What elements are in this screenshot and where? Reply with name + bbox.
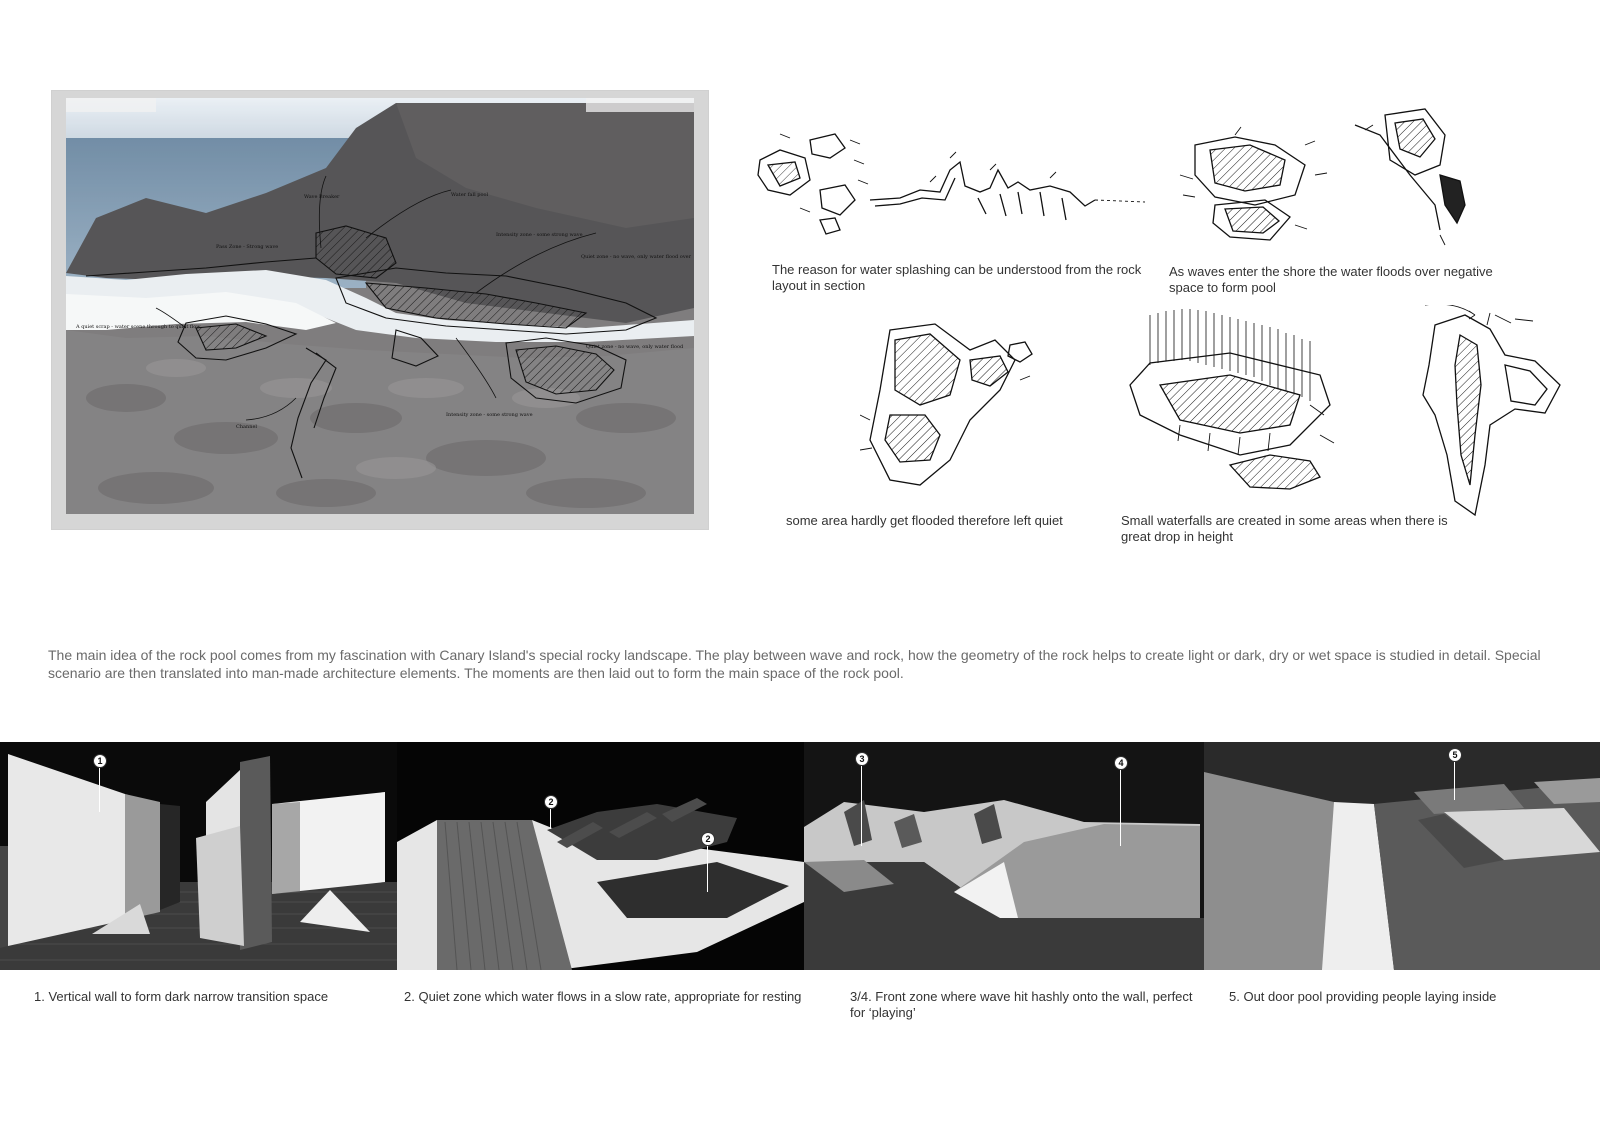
svg-text:Channel: Channel bbox=[236, 424, 258, 430]
model-photo-outdoor-pool bbox=[1204, 742, 1600, 970]
leader-line bbox=[99, 768, 100, 812]
caption-model-3-4: 3/4. Front zone where wave hit hashly onto the wall, perfect for ‘playing’ bbox=[850, 989, 1193, 1020]
leader-line bbox=[1120, 770, 1121, 846]
model-photo-front-zone bbox=[804, 742, 1204, 970]
svg-text:Quiet zone - no wave, only wat: Quiet zone - no wave, only water flood over bbox=[581, 254, 691, 260]
marker-2a: 2 bbox=[544, 795, 558, 809]
flow-channel-sketch bbox=[1415, 305, 1575, 525]
marker-3: 3 bbox=[855, 752, 869, 766]
svg-text:A quiet scrap - water scene th: A quiet scrap - water scene through to quiet flow bbox=[76, 324, 201, 330]
svg-text:Wave Breaker: Wave Breaker bbox=[304, 194, 340, 200]
caption-model-2: 2. Quiet zone which water flows in a slow rate, appropriate for resting bbox=[404, 989, 802, 1004]
annotated-photo-frame bbox=[52, 91, 708, 529]
caption-model-5: 5. Out door pool providing people laying inside bbox=[1229, 989, 1497, 1004]
caption-wave-pool: As waves enter the shore the water floods over negative space to form pool bbox=[1169, 264, 1493, 295]
caption-quiet-area: some area hardly get flooded therefore left quiet bbox=[786, 513, 1063, 528]
svg-text:Intensity zone - some strong w: Intensity zone - some strong wave bbox=[446, 412, 533, 418]
waterfall-sketch bbox=[1120, 305, 1350, 495]
svg-text:Water fall pool: Water fall pool bbox=[451, 192, 489, 198]
leader-line bbox=[550, 809, 551, 829]
svg-text:Intensity zone - some strong w: Intensity zone - some strong wave bbox=[496, 232, 583, 238]
leader-line bbox=[861, 766, 862, 846]
leader-line bbox=[707, 846, 708, 892]
marker-1: 1 bbox=[93, 754, 107, 768]
marker-2b: 2 bbox=[701, 832, 715, 846]
leader-line bbox=[1454, 762, 1455, 800]
marker-4: 4 bbox=[1114, 756, 1128, 770]
marker-5: 5 bbox=[1448, 748, 1462, 762]
model-photo-strip bbox=[0, 742, 1600, 970]
model-photo-quiet-zone bbox=[397, 742, 804, 970]
caption-model-1: 1. Vertical wall to form dark narrow transition space bbox=[34, 989, 329, 1004]
svg-text:Pass Zone - Strong wave: Pass Zone - Strong wave bbox=[216, 244, 279, 250]
wave-flood-sketch bbox=[1175, 105, 1515, 255]
caption-waterfalls: Small waterfalls are created in some areas when there is great drop in height bbox=[1121, 513, 1448, 544]
quiet-area-sketch bbox=[860, 320, 1040, 495]
rock-section-sketch bbox=[750, 120, 1150, 250]
main-description: The main idea of the rock pool comes from my fascination with Canary Island's special rocky landscape. The play between wave and rock, how the geometry of the rock helps to create light or dark, dry or wet space is studied in detail. Special scenario are then translated into man-made architecture elements. The moments are then laid out to form the main space of the rock pool. bbox=[48, 647, 1541, 681]
svg-text:Quiet zone - no wave, only wat: Quiet zone - no wave, only water flood bbox=[586, 344, 684, 350]
caption-water-splashing: The reason for water splashing can be understood from the rock layout in section bbox=[772, 262, 1142, 293]
annotated-site-photo bbox=[66, 98, 694, 514]
model-photo-dark-transition bbox=[0, 742, 397, 970]
